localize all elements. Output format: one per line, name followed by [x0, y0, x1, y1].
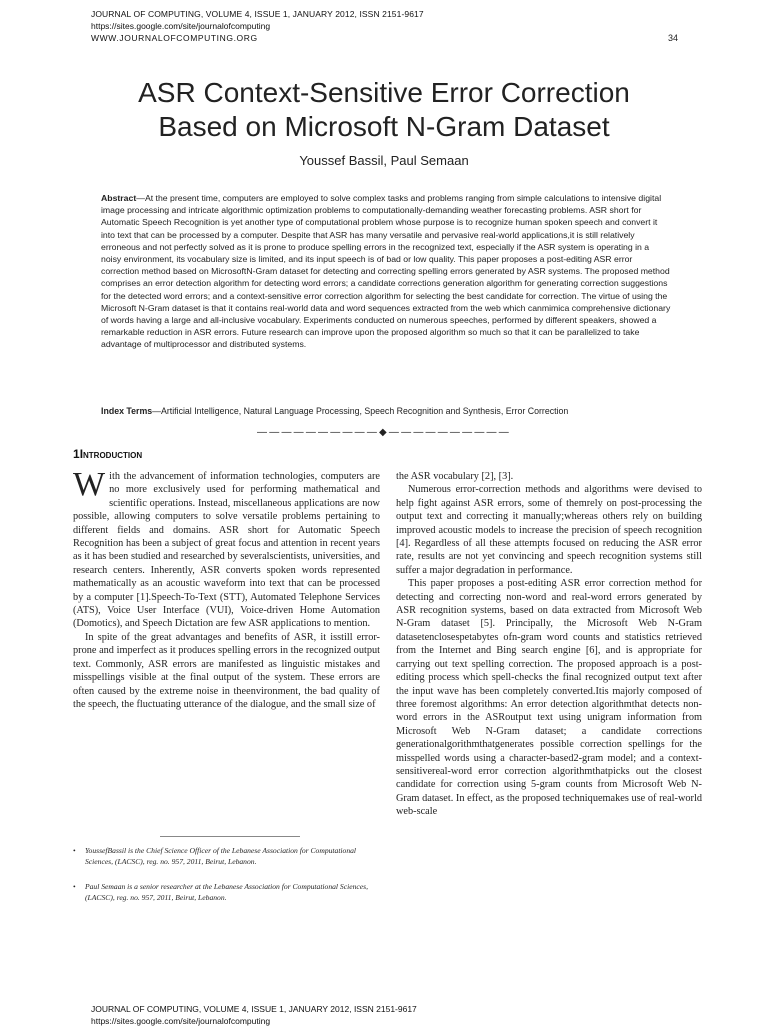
- running-header-website: WWW.JOURNALOFCOMPUTING.ORG: [91, 33, 258, 43]
- index-terms: [101, 406, 671, 416]
- page-number: 34: [667, 33, 678, 43]
- title-line-2: Based on Microsoft N-Gram Dataset: [158, 111, 610, 142]
- section-title: Introduction: [79, 447, 143, 461]
- paragraph: This paper proposes a post-editing ASR error correction method for detecting and correcting non-word and real-word errors generated by ASR recognition systems, based on data extracted from Microsoft Web N-Gram dataset [5]. Principally, the Microsoft Web N-Gram datasetenclosespetabytes ofn-gram word counts and statistics retrieved from the Internet and Bing search engine [6], and is appropriate for carrying out text spelling correction. The proposed approach is a post-editing process which spell-checks the final recognized output text after the input wave has been completely converted.Itis majorly composed of three foremost algorithms: An error detection algorithmthat detects non-word errors in the ASRoutput text using unigram information from Microsoft Web N-Gram dataset; a candidate corrections generationalgorithmthatgenerates possible correction spellings for the misspelled words using a character-based2-gram model; and a context-sensitivereal-word error correction algorithmthatpicks out the closest candidate for correction using 5-gram counts from Microsoft Web N-Gram dataset. In effect, as the proposed techniquemakes use of real-world web-scale: [396, 578, 702, 818]
- drop-cap: W: [73, 466, 106, 503]
- footnote: [73, 882, 383, 903]
- footnote-text: Paul Semaan is a senior researcher at the Lebanese Association for Computational Sciences, (LACSC), reg. no. 957, 2011, Beirut, Lebanon.: [85, 882, 368, 902]
- footnote: [73, 846, 383, 867]
- section-number: 1: [73, 447, 80, 461]
- section-divider: ——————————◆——————————: [257, 427, 511, 438]
- paper-title: [0, 76, 768, 144]
- title-line-1: ASR Context-Sensitive Error Correction: [138, 77, 630, 108]
- bullet-icon: •: [73, 882, 76, 891]
- footer-journal: JOURNAL OF COMPUTING, VOLUME 4, ISSUE 1, JANUARY 2012, ISSN 2151-9617: [91, 1004, 417, 1014]
- running-header-journal: JOURNAL OF COMPUTING, VOLUME 4, ISSUE 1, JANUARY 2012, ISSN 2151-9617: [91, 9, 424, 19]
- index-terms-label: Index Terms: [101, 406, 153, 416]
- abstract-text: —At the present time, computers are employed to solve complex tasks and problems ranging from simple calculations to intensive digital image processing and intricate algorithmic optimization problems to computationally-demanding weather forecasting problems. ASR short for Automatic Speech Recognition is yet another type of computational problem whose purpose is to recognize human spoken speech and convert it into text that can be processed by a computer. Despite that ASR has many versatile and pervasive real-world applications,it is still relatively erroneous and not perfectly solved as it is prone to produce spelling errors in the recognized text, especially if the ASR system is operating in a noisy environment, its vocabulary size is limited, and its input speech is of bad or low quality. This paper proposes a post-editing ASR error correction method based on MicrosoftN-Gram dataset for detecting and correcting spelling errors generated by ASR systems. The proposed method comprises an error detection algorithm for detecting word errors; a candidate corrections generation algorithm for generating correction suggestions for the detected word errors; and a context-sensitive error correction algorithm for selecting the best candidate for correction. The virtue of using the Microsoft N-Gram dataset is that it contains real-world data and word sequences extracted from the web which canmimica comprehensive dictionary of words having a large and all-inclusive vocabulary. Experiments conducted on numerous speeches, performed by different speakers, showed a remarkable reduction in ASR errors. Future research can improve upon the proposed algorithm so much so that it can be parallelized to take advantage of multiprocessor and distributed systems.: [101, 193, 671, 350]
- footnote-rule: [160, 836, 300, 837]
- body-column-right: [396, 470, 702, 819]
- section-heading: [73, 447, 142, 461]
- authors: Youssef Bassil, Paul Semaan: [299, 153, 469, 168]
- body-column-left: [73, 466, 380, 711]
- index-terms-text: —Artificial Intelligence, Natural Language Processing, Speech Recognition and Synthesis, Error Correction: [152, 406, 569, 416]
- paragraph: [73, 466, 380, 631]
- abstract-label: Abstract: [101, 193, 137, 203]
- footer-url: https://sites.google.com/site/journalofcomputing: [91, 1016, 271, 1026]
- running-header-url: https://sites.google.com/site/journalofcomputing: [91, 21, 271, 31]
- paragraph-text: ith the advancement of information technologies, computers are no more exclusively used for performing mathematical and scientific operations. Instead, miscellaneous applications are now possible, allowing computers to solve versatile problems pertaining to different fields and domains. ASR short for Automatic Speech Recognition has been a subject of great focus and attention in recent years as it has been studied and researched by severalscientists, universities, and research centers. Inherently, ASR converts spoken words represented mathematically as an acoustic waveform into text that can be processed by a computer [1].Speech-To-Text (STT), Automated Telephone Services (ATS), Voice User Interface (VUI), Voice-driven Home Automation (Domotics), and Speech Dictation are few ASR applications to mention.: [73, 471, 380, 630]
- abstract: [101, 192, 671, 351]
- paragraph: the ASR vocabulary [2], [3].: [396, 471, 514, 482]
- bullet-icon: •: [73, 846, 76, 855]
- paragraph: Numerous error-correction methods and algorithms were devised to help fight against ASR errors, some of themrely on post-processing the output text and correcting it manually;whereas others rely on building improved acoustic models to increase the precision of speech recognition [4]. Regardless of all these attempts focused on reducing the ASR error rate, results are not yet convincing and speech recognition systems still suffer a major degradation in performance.: [396, 484, 702, 576]
- footnote-text: YoussefBassil is the Chief Science Officer of the Lebanese Association for Computational Sciences, (LACSC), reg. no. 957, 2011, Beirut, Lebanon.: [85, 846, 357, 866]
- paragraph: In spite of the great advantages and benefits of ASR, it isstill error-prone and imperfect as it produces spelling errors in the recognized output text. Commonly, ASR errors are manifested as linguistic mistakes and misspellings visible at the final output of the system. These errors are often caused by the extreme noise in theenvironment, the bad quality of the speech, the fluctuating utterance of the dialogue, and the small size of: [73, 631, 380, 710]
